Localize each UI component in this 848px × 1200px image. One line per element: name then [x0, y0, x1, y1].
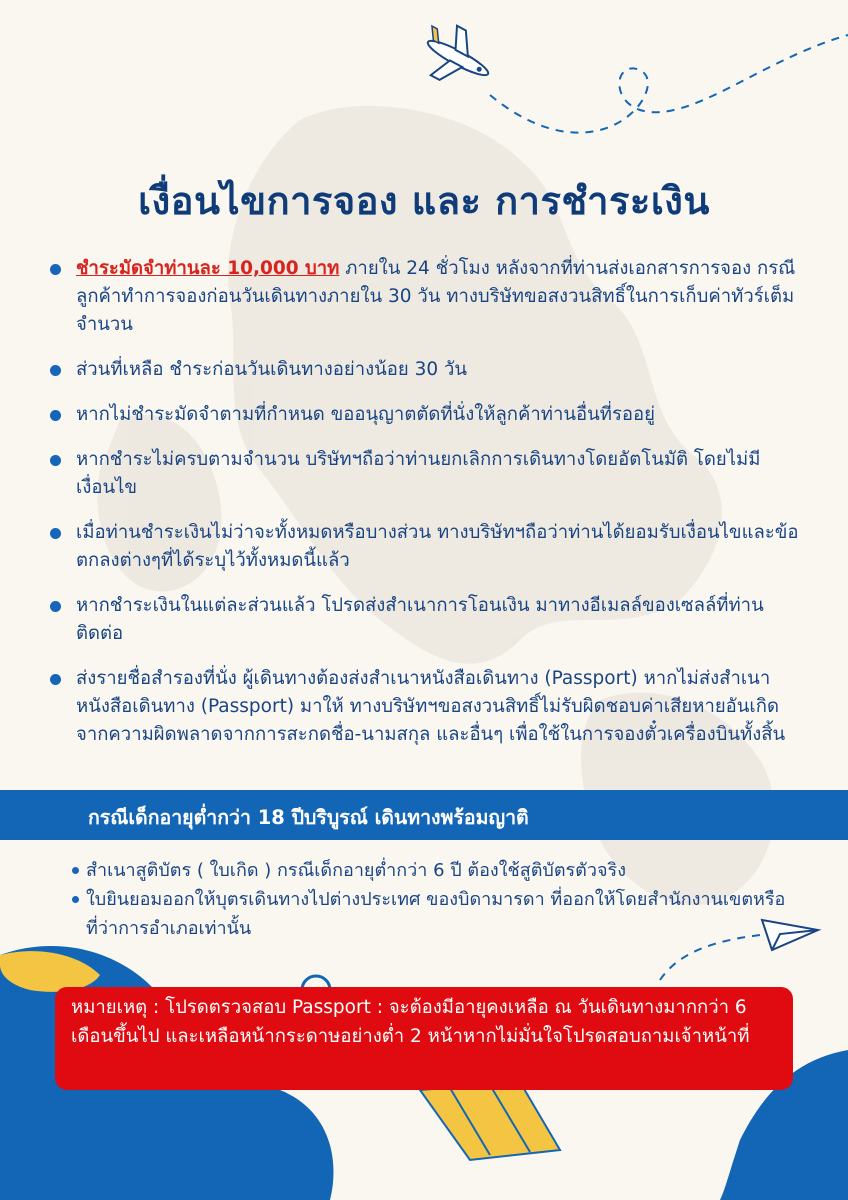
- airplane-icon: [411, 15, 501, 98]
- passport-note: หมายเหตุ : โปรดตรวจสอบ Passport : จะต้องมีอายุคงเหลือ ณ วันเดินทางมากกว่า 6 เดือนขึ้นไป และเหลือหน้ากระดาษอย่างต่ำ 2 หน้าหากไม่มั่นใจโปรดสอบถามเจ้าหน้าที่: [55, 987, 793, 1090]
- bullet-icon: [72, 867, 79, 874]
- list-item: [70, 856, 790, 885]
- bullet-icon: [50, 674, 61, 685]
- list-item-text: ภายใน 24 ชั่วโมง หลังจากที่ท่านส่งเอกสารการจอง กรณีลูกค้าทำการจองก่อนวันเดินทางภายใน 30 วัน ทางบริษัทขอสงวนสิทธิ์ในการเก็บค่าทัวร์เต็มจำนวน: [76, 258, 796, 335]
- bullet-icon: [50, 410, 61, 421]
- list-item-text: หากชำระไม่ครบตามจำนวน บริษัทฯถือว่าท่านยกเลิกการเดินทางโดยอัตโนมัติ โดยไม่มีเงื่อนไข: [76, 449, 761, 498]
- bullet-icon: [50, 264, 61, 275]
- child-requirements-list: [70, 856, 790, 943]
- bullet-icon: [50, 528, 61, 539]
- list-item-text: เมื่อท่านชำระเงินไม่ว่าจะทั้งหมดหรือบางส่วน ทางบริษัทฯถือว่าท่านได้ยอมรับเงื่อนไขและข้อตกลงต่างๆที่ได้ระบุไว้ทั้งหมดนี้แล้ว: [76, 522, 799, 571]
- bullet-icon: [50, 455, 61, 466]
- list-item: [70, 885, 790, 943]
- page-title: เงื่อนไขการจอง และ การชำระเงิน: [138, 179, 710, 223]
- list-item-text: ส่วนที่เหลือ ชำระก่อนวันเดินทางอย่างน้อย 30 วัน: [76, 359, 468, 380]
- list-item: [48, 592, 808, 648]
- list-item-text: ส่งรายชื่อสำรองที่นั่ง ผู้เดินทางต้องส่งสำเนาหนังสือเดินทาง (Passport) หากไม่ส่งสำเนาหนังสือเดินทาง (Passport) มาให้ ทางบริษัทฯขอสงวนสิทธิ์ไม่รับผิดชอบค่าเสียหายอันเกิดจากความผิดพลาดจากการสะกดชื่อ-นามสกุล และอื่นๆ เพื่อใช้ในการจองตั๋วเครื่องบินทั้งสิ้น: [76, 668, 786, 745]
- booking-terms-list: [48, 255, 808, 766]
- list-item: [48, 401, 808, 429]
- list-item-text: หากชำระเงินในแต่ละส่วนแล้ว โปรดส่งสำเนาการโอนเงิน มาทางอีเมลล์ของเซลล์ที่ท่านติดต่อ: [76, 595, 764, 644]
- list-item-text: หากไม่ชำระมัดจำตามที่กำหนด ขออนุญาตตัดที่นั่งให้ลูกค้าท่านอื่นที่รออยู่: [76, 404, 655, 425]
- map-icon: [420, 1082, 560, 1160]
- list-item: [48, 255, 808, 339]
- bullet-icon: [50, 601, 61, 612]
- list-item-text: สำเนาสูติบัตร ( ใบเกิด ) กรณีเด็กอายุต่ำกว่า 6 ปี ต้องใช้สูติบัตรตัวจริง: [86, 860, 626, 881]
- child-section-heading: กรณีเด็กอายุต่ำกว่า 18 ปีบริบูรณ์ เดินทางพร้อมญาติ: [88, 806, 529, 829]
- bullet-icon: [50, 365, 61, 376]
- list-item-text: ใบยินยอมออกให้บุตรเดินทางไปต่างประเทศ ของบิดามารดา ที่ออกให้โดยสำนักงานเขตหรือที่ว่าการอำเภอเท่านั้น: [86, 889, 786, 939]
- list-item: [48, 356, 808, 384]
- bullet-icon: [72, 896, 79, 903]
- deposit-highlight: ชำระมัดจำท่านละ 10,000 บาท: [76, 258, 340, 279]
- list-item: [48, 665, 808, 749]
- list-item: [48, 519, 808, 575]
- list-item: [48, 446, 808, 502]
